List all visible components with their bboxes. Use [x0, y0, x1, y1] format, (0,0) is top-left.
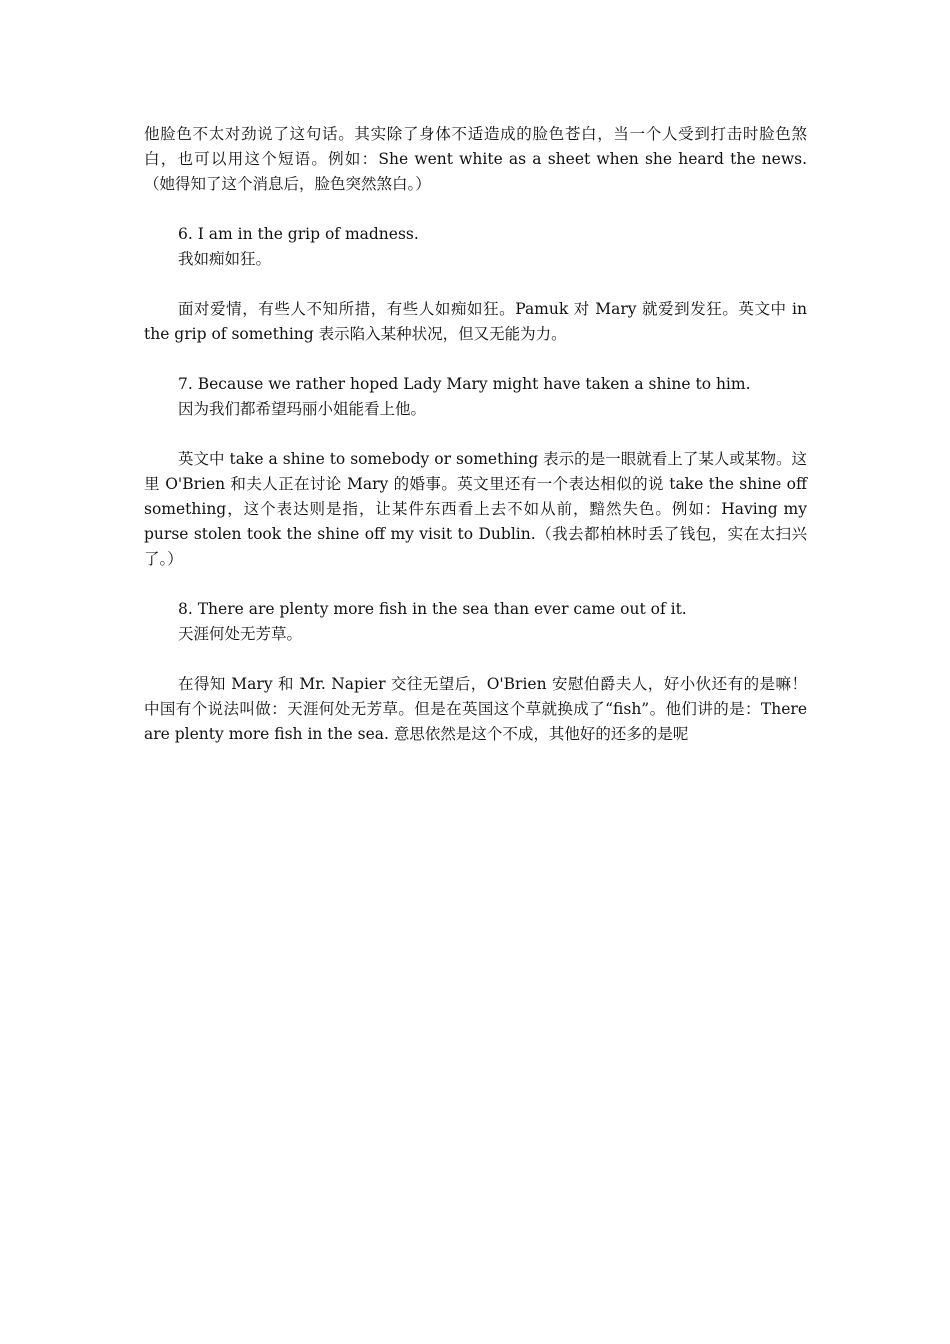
- translation-item-8: 天涯何处无芳草。: [178, 625, 303, 643]
- paragraph-spacer: [144, 197, 807, 222]
- explanation-item-8: 在得知 Mary 和 Mr. Napier 交往无望后，O'Brien 安慰伯爵夫人，好小伙还有的是嘛！中国有个说法叫做：天涯何处无芳草。但是在英国这个草就换成了“fish”。他们讲的是：There are plenty more fish in the sea. 意思依然是这个不成，其他好的还多的是呢: [144, 675, 807, 743]
- document-body: [144, 122, 807, 747]
- paragraph-spacer: [144, 422, 807, 447]
- heading-item-6: 6. I am in the grip of madness.: [178, 225, 419, 243]
- heading-item-7: 7. Because we rather hoped Lady Mary might have taken a shine to him.: [178, 375, 751, 393]
- explanation-item-7: 英文中 take a shine to somebody or something 表示的是一眼就看上了某人或某物。这里 O'Brien 和夫人正在讨论 Mary 的婚事。英文里还有一个表达相似的说 take the shine off something，这个表达则是指，让某件东西看上去不如从前，黯然失色。例如：Having my purse stolen took the shine off my visit to Dublin.（我去都柏林时丢了钱包，实在太扫兴了。）: [144, 450, 807, 568]
- paragraph-spacer: [144, 572, 807, 597]
- heading-item-8: 8. There are plenty more fish in the sea than ever came out of it.: [178, 600, 687, 618]
- translation-item-6: 我如痴如狂。: [178, 250, 272, 268]
- paragraph-intro: 他脸色不太对劲说了这句话。其实除了身体不适造成的脸色苍白，当一个人受到打击时脸色煞白，也可以用这个短语。例如：She went white as a sheet when she heard the news.（她得知了这个消息后，脸色突然煞白。）: [144, 125, 807, 193]
- explanation-item-6: 面对爱情，有些人不知所措，有些人如痴如狂。Pamuk 对 Mary 就爱到发狂。英文中 in the grip of something 表示陷入某种状况，但又无能为力。: [144, 300, 807, 343]
- paragraph-spacer: [144, 272, 807, 297]
- paragraph-spacer: [144, 647, 807, 672]
- translation-item-7: 因为我们都希望玛丽小姐能看上他。: [178, 400, 427, 418]
- paragraph-spacer: [144, 347, 807, 372]
